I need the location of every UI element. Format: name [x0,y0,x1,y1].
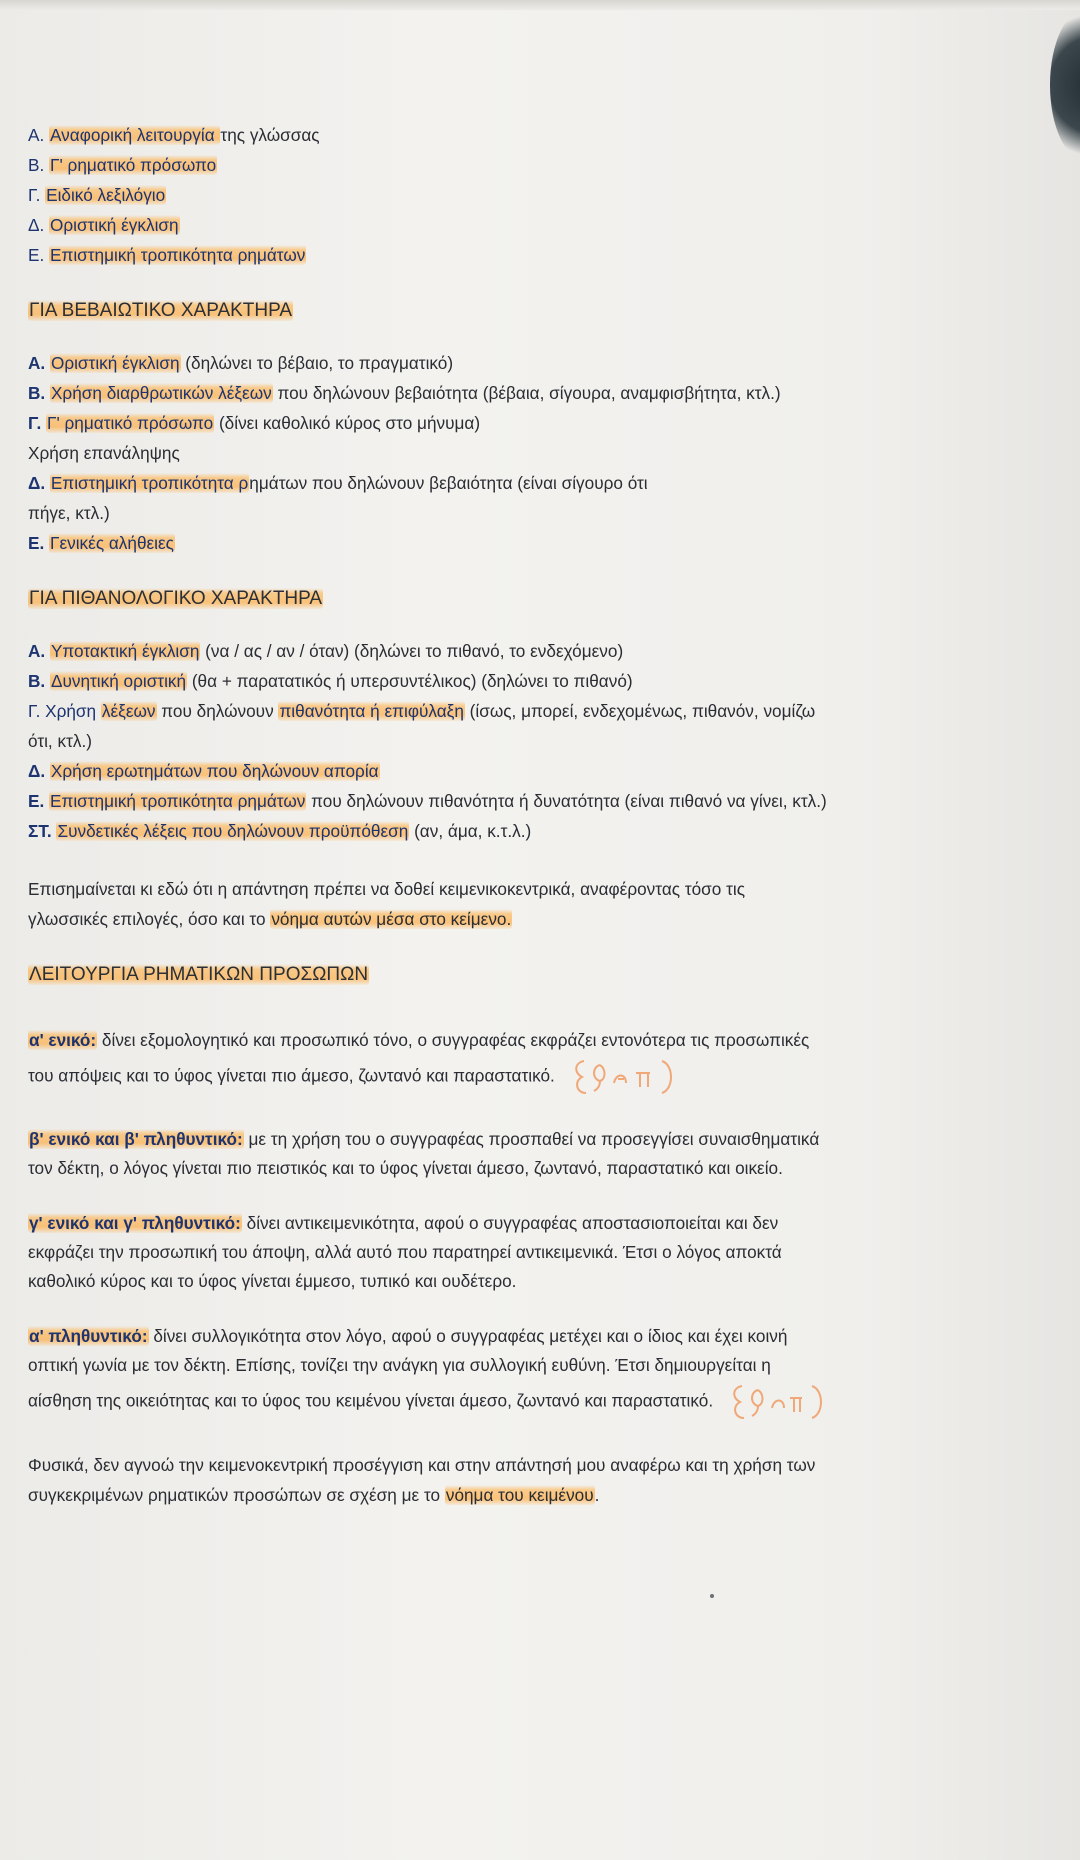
list-item-continued [28,498,1038,528]
highlighted-text: νόημα του κειμένου [445,1485,594,1505]
paragraph-text: συγκεκριμένων ρηματικών προσώπων σε σχέση με το [28,1485,445,1505]
paragraph-text: δίνει αντικειμενικότητα, αφού ο συγγραφέας αποστασιοποιείται και δεν [241,1213,779,1233]
person-label: α' πληθυντικό: [29,1326,148,1346]
list-item [28,636,1038,666]
paragraph-text: δίνει συλλογικότητα στον λόγο, αφού ο συγγραφέας μετέχει και ο ίδιος και έχει κοινή [148,1326,788,1346]
list-general [28,120,1038,270]
paragraph-text: Φυσικά, δεν αγνοώ την κειμενοκεντρική προσέγγιση και στην απάντησή μου αναφέρω και τη χρήση των [28,1455,816,1475]
item-prefix: ΣΤ. [28,821,57,841]
highlighted-text: Δυνητική οριστική [50,671,187,691]
item-prefix: Β. [28,155,50,175]
handwritten-note-icon [570,1055,680,1099]
paragraph-text: γλωσσικές επιλογές, όσο και το [28,909,271,929]
section-heading-certain [28,296,1038,326]
item-prefix: Δ. [28,215,50,235]
item-text: που δηλώνουν [156,701,279,721]
item-prefix: Γ. [28,185,46,205]
paragraph-text: εκφράζει την προσωπική του άποψη, αλλά αυτό που παρατηρεί αντικειμενικά. Έτσι ο λόγος αποκτά [28,1242,782,1262]
item-text: (δίνει καθολικό κύρος στο μήνυμα) [214,413,481,433]
paragraph-text: Επισημαίνεται κι εδώ ότι η απάντηση πρέπει να δοθεί κειμενικοκεντρικά, αναφέροντας τόσο τις [28,879,745,899]
item-text: ημάτων που δηλώνουν βεβαιότητα (είναι σίγουρο ότι [249,473,648,493]
list-item [28,150,1038,180]
list-item [28,378,1038,408]
paragraph-line [28,1322,1038,1351]
list-item [28,180,1038,210]
page-top-edge [0,0,1080,10]
item-text: (θα + παρατατικός ή υπερσυντέλικος) (δηλώνει το πιθανό) [187,671,633,691]
list-item [28,120,1038,150]
person-label: β' ενικό και β' πληθυντικό: [29,1129,243,1149]
list-item-continued [28,726,1038,756]
paragraph-line [28,1351,1038,1380]
paragraph-line [28,1480,1038,1510]
list-item [28,210,1038,240]
paragraph-text: δίνει εξομολογητικό και προσωπικό τόνο, ο συγγραφέας εκφράζει εντονότερα τις προσωπικές [97,1030,810,1050]
person-third [28,1209,1038,1296]
person-first-plural [28,1322,1038,1424]
item-prefix: Β. [28,671,50,691]
person-first-singular [28,1026,1038,1099]
highlighted-text: Γενικές αλήθειες [50,533,174,553]
list-item [28,468,1038,498]
paragraph-text: καθολικό κύρος και το ύφος γίνεται έμμεσο, τυπικό και ουδέτερο. [28,1271,517,1291]
highlighted-text: Οριστική έγκλιση [50,215,179,235]
highlighted-text: Οριστική έγκλιση [50,353,180,373]
paragraph-text: τον δέκτη, ο λόγος γίνεται πιο πειστικός και το ύφος γίνεται άμεσο, ζωντανό, παραστατικό και οικείο. [28,1158,783,1178]
paragraph-line [28,1026,1038,1055]
list-item [28,408,1038,438]
list-item [28,816,1038,846]
highlighted-text: Επιστημική τροπικότητα ρημάτων [50,245,306,265]
highlighted-text: νόημα αυτών μέσα στο κείμενο. [271,909,512,929]
paragraph-line [28,1450,1038,1480]
heading-text: ΛΕΙΤΟΥΡΓΙΑ ΡΗΜΑΤΙΚΩΝ ΠΡΟΣΩΠΩΝ [29,964,369,985]
highlighted-text: Επιστημική τροπικότητα ρημάτων [50,791,306,811]
paragraph-text: του απόψεις και το ύφος γίνεται πιο άμεσο, ζωντανό και παραστατικό. [28,1065,555,1086]
person-label: γ' ενικό και γ' πληθυντικό: [29,1213,241,1233]
item-prefix: Ε. [28,245,50,265]
highlighted-text: Γ' ρηματικό πρόσωπο [47,413,214,433]
item-prefix: Α. [28,641,50,661]
paragraph-line [28,1055,1038,1099]
paragraph-text: οπτική γωνία με τον δέκτη. Επίσης, τονίζει την ανάγκη για συλλογική ευθύνη. Έτσι δημιουργείται η [28,1355,771,1375]
list-item [28,438,1038,468]
paragraph-line [28,1238,1038,1267]
item-text: ότι, κτλ.) [28,731,92,751]
list-item [28,696,1038,726]
person-label: α' ενικό: [29,1030,97,1050]
list-item [28,240,1038,270]
list-item [28,666,1038,696]
paragraph-text: αίσθηση της οικειότητας και το ύφος του κειμένου γίνεται άμεσο, ζωντανό και παραστατικό. [28,1390,714,1411]
pen-dot [710,1594,714,1598]
paragraph-text: . [594,1485,600,1505]
item-text: (να / ας / αν / όταν) (δηλώνει το πιθανό, το ενδεχόμενο) [200,641,624,661]
item-prefix: Γ. [28,413,46,433]
heading-text: ΓΙΑ ΒΕΒΑΙΩΤΙΚΟ ΧΑΡΑΚΤΗΡΑ [29,300,293,321]
item-prefix: Δ. [28,473,50,493]
list-item [28,756,1038,786]
highlighted-text: πιθανότητα ή επιφύλαξη [279,701,464,721]
item-prefix: Α. [28,353,50,373]
spacer [28,1012,1038,1026]
highlighted-text: Γ' ρηματικό πρόσωπο [50,155,217,175]
item-text: της γλώσσας [220,125,320,145]
paragraph-line [28,1125,1038,1154]
highlighted-text: Χρήση ερωτημάτων που δηλώνουν απορία [50,761,379,781]
item-text: που δηλώνουν βεβαιότητα (βέβαια, σίγουρα, αναμφισβήτητα, κτλ.) [272,383,781,403]
highlighted-text: Χρήση διαρθρωτικών λέξεων [50,383,272,403]
heading-text: ΓΙΑ ΠΙΘΑΝΟΛΟΓΙΚΟ ΧΑΡΑΚΤΗΡΑ [29,588,323,609]
paragraph-line [28,1154,1038,1183]
item-text: Χρήση επανάληψης [28,443,180,463]
handwritten-note-icon [728,1380,828,1424]
paragraph-line [28,1380,1038,1424]
highlighted-text: Αναφορική λειτουργία [50,125,220,145]
list-probable [28,636,1038,846]
item-prefix: Ε. [28,533,50,553]
highlighted-text: Υποτακτική έγκλιση [50,641,200,661]
item-text: που δηλώνουν πιθανότητα ή δυνατότητα (είναι πιθανό να γίνει, κτλ.) [306,791,827,811]
highlighted-text: λέξεων [101,701,156,721]
item-prefix: Ε. [28,791,50,811]
paragraph-line [28,874,1038,904]
item-prefix: Α. [28,125,50,145]
section-heading-probable [28,584,1038,614]
person-second [28,1125,1038,1183]
item-prefix: Γ. Χρήση [28,701,101,721]
paragraph-line [28,904,1038,934]
paragraph-text: με τη χρήση του ο συγγραφέας προσπαθεί να προσεγγίσει συναισθηματικά [243,1129,820,1149]
item-text: πήγε, κτλ.) [28,503,110,523]
highlighted-text: Επιστημική τροπικότητα ρ [50,473,249,493]
list-certain [28,348,1038,558]
item-text: (ίσως, μπορεί, ενδεχομένως, πιθανόν, νομίζω [464,701,816,721]
note-paragraph [28,874,1038,934]
paragraph-line [28,1267,1038,1296]
section-heading-persons [28,960,1038,990]
document-page [28,120,1038,1510]
final-paragraph [28,1450,1038,1510]
paragraph-line [28,1209,1038,1238]
item-text: (δηλώνει το βέβαιο, το πραγματικό) [180,353,454,373]
spacer [28,846,1038,874]
highlighted-text: Συνδετικές λέξεις που δηλώνουν προϋπόθεση [57,821,409,841]
list-item [28,786,1038,816]
list-item [28,528,1038,558]
highlighted-text: Ειδικό λεξιλόγιο [46,185,166,205]
item-prefix: Δ. [28,761,50,781]
item-text: (αν, άμα, κ.τ.λ.) [409,821,532,841]
list-item [28,348,1038,378]
item-prefix: Β. [28,383,50,403]
